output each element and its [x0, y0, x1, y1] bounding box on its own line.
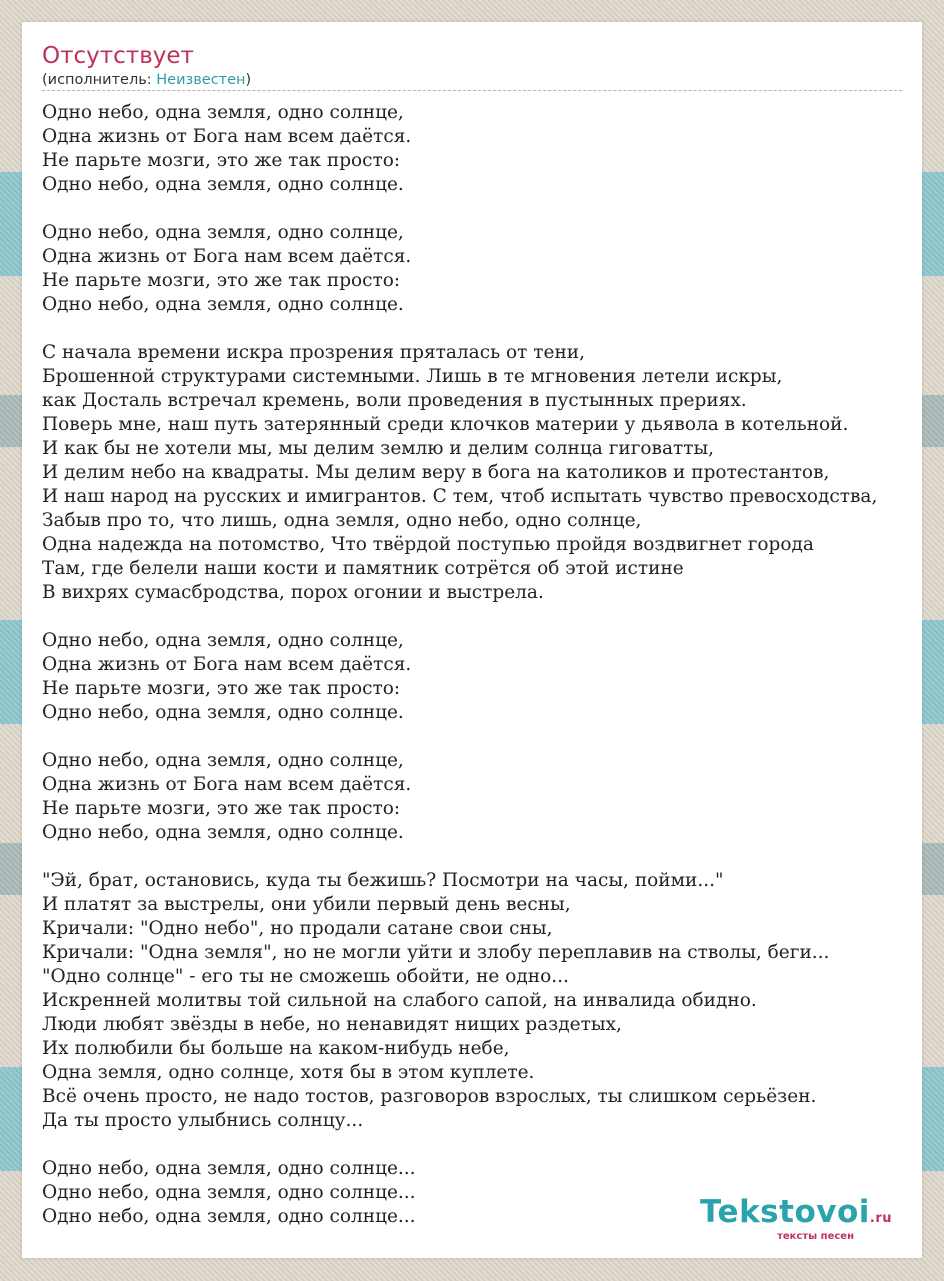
lyric-line: И делим небо на квадраты. Мы делим веру в бога на католиков и протестантов, — [42, 462, 830, 483]
lyric-line: Одна земля, одно солнце, хотя бы в этом куплете. — [42, 1062, 535, 1083]
lyric-line: Там, где белели наши кости и памятник сотрётся об этой истине — [42, 558, 684, 579]
stanza-gap — [42, 197, 942, 221]
lyric-line: "Эй, брат, остановись, куда ты бежишь? Посмотри на часы, пойми..." — [42, 870, 724, 891]
lyric-line: Одно небо, одна земля, одно солнце... — [42, 1158, 416, 1179]
lyric-line: Одно небо, одна земля, одно солнце. — [42, 702, 404, 723]
stanza-gap — [42, 845, 942, 869]
lyric-line: Кричали: "Одно небо", но продали сатане свои сны, — [42, 918, 553, 939]
lyric-line: Одна жизнь от Бога нам всем даётся. — [42, 654, 412, 675]
artist-suffix: ) — [245, 72, 252, 88]
lyric-line: И платят за выстрелы, они убили первый день весны, — [42, 894, 571, 915]
song-header — [42, 42, 902, 91]
lyric-line: И как бы не хотели мы, мы делим землю и делим солнца гиговатты, — [42, 438, 715, 459]
lyric-line: Одна жизнь от Бога нам всем даётся. — [42, 246, 412, 267]
lyric-line: Всё очень просто, не надо тостов, разговоров взрослых, ты слишком серьёзен. — [42, 1086, 817, 1107]
lyric-line: Не парьте мозги, это же так просто: — [42, 678, 401, 699]
song-title: Отсутствует — [42, 43, 194, 69]
lyric-line: Поверь мне, наш путь затерянный среди клочков материи у дьявола в котельной. — [42, 414, 849, 435]
stanza-gap — [42, 605, 942, 629]
lyric-line: Одна жизнь от Бога нам всем даётся. — [42, 126, 412, 147]
lyric-line: Не парьте мозги, это же так просто: — [42, 270, 401, 291]
lyric-line: Не парьте мозги, это же так просто: — [42, 798, 401, 819]
lyric-line: Люди любят звёзды в небе, но ненавидят нищих раздетых, — [42, 1014, 622, 1035]
lyric-line: Одна надежда на потомство, Что твёрдой поступью пройдя воздвигнет города — [42, 534, 814, 555]
logo-tld: .ru — [869, 1211, 892, 1226]
lyric-line: Искренней молитвы той сильной на слабого сапой, на инвалида обидно. — [42, 990, 757, 1011]
lyric-line: Одно небо, одна земля, одно солнце. — [42, 174, 404, 195]
stanza-gap — [42, 317, 942, 341]
lyric-line: Не парьте мозги, это же так просто: — [42, 150, 401, 171]
stanza-gap — [42, 725, 942, 749]
lyric-line: Одно небо, одна земля, одно солнце. — [42, 822, 404, 843]
stanza-gap — [42, 1133, 942, 1157]
lyric-line: Одно небо, одна земля, одно солнце. — [42, 294, 404, 315]
logo-tagline: тексты песен — [777, 1231, 854, 1242]
lyric-line: "Одно солнце" - его ты не сможешь обойти, не одно... — [42, 966, 569, 987]
lyrics-text — [42, 101, 942, 1229]
lyric-line: Забыв про то, что лишь, одна земля, одно небо, одно солнце, — [42, 510, 642, 531]
logo-name: Tekstovoi — [700, 1194, 870, 1230]
lyric-line: Одна жизнь от Бога нам всем даётся. — [42, 774, 412, 795]
lyric-line: В вихрях сумасбродства, порох огонии и выстрела. — [42, 582, 544, 603]
artist-prefix: (исполнитель: — [42, 72, 157, 88]
lyric-line: Брошенной структурами системными. Лишь в те мгновения летели искры, — [42, 366, 783, 387]
lyric-line: Одно небо, одна земля, одно солнце, — [42, 750, 404, 771]
lyric-line: Да ты просто улыбнись солнцу... — [42, 1110, 364, 1131]
lyric-line: Одно небо, одна земля, одно солнце... — [42, 1182, 416, 1203]
lyric-line: Их полюбили бы больше на каком-нибудь небе, — [42, 1038, 510, 1059]
lyric-line: Одно небо, одна земля, одно солнце, — [42, 222, 404, 243]
lyric-line: С начала времени искра прозрения пряталась от тени, — [42, 342, 585, 363]
lyrics-card — [22, 22, 922, 1258]
lyric-line: Кричали: "Одна земля", но не могли уйти и злобу переплавив на стволы, беги... — [42, 942, 830, 963]
site-logo[interactable] — [700, 1196, 892, 1242]
lyric-line: Одно небо, одна земля, одно солнце... — [42, 1206, 416, 1227]
artist-link[interactable]: Неизвестен — [156, 72, 246, 88]
lyric-line: как Досталь встречал кремень, воли проведения в пустынных прериях. — [42, 390, 747, 411]
lyric-line: Одно небо, одна земля, одно солнце, — [42, 630, 404, 651]
lyric-line: Одно небо, одна земля, одно солнце, — [42, 102, 404, 123]
artist-line — [42, 70, 902, 91]
lyric-line: И наш народ на русских и имигрантов. С тем, чтоб испытать чувство превосходства, — [42, 486, 878, 507]
